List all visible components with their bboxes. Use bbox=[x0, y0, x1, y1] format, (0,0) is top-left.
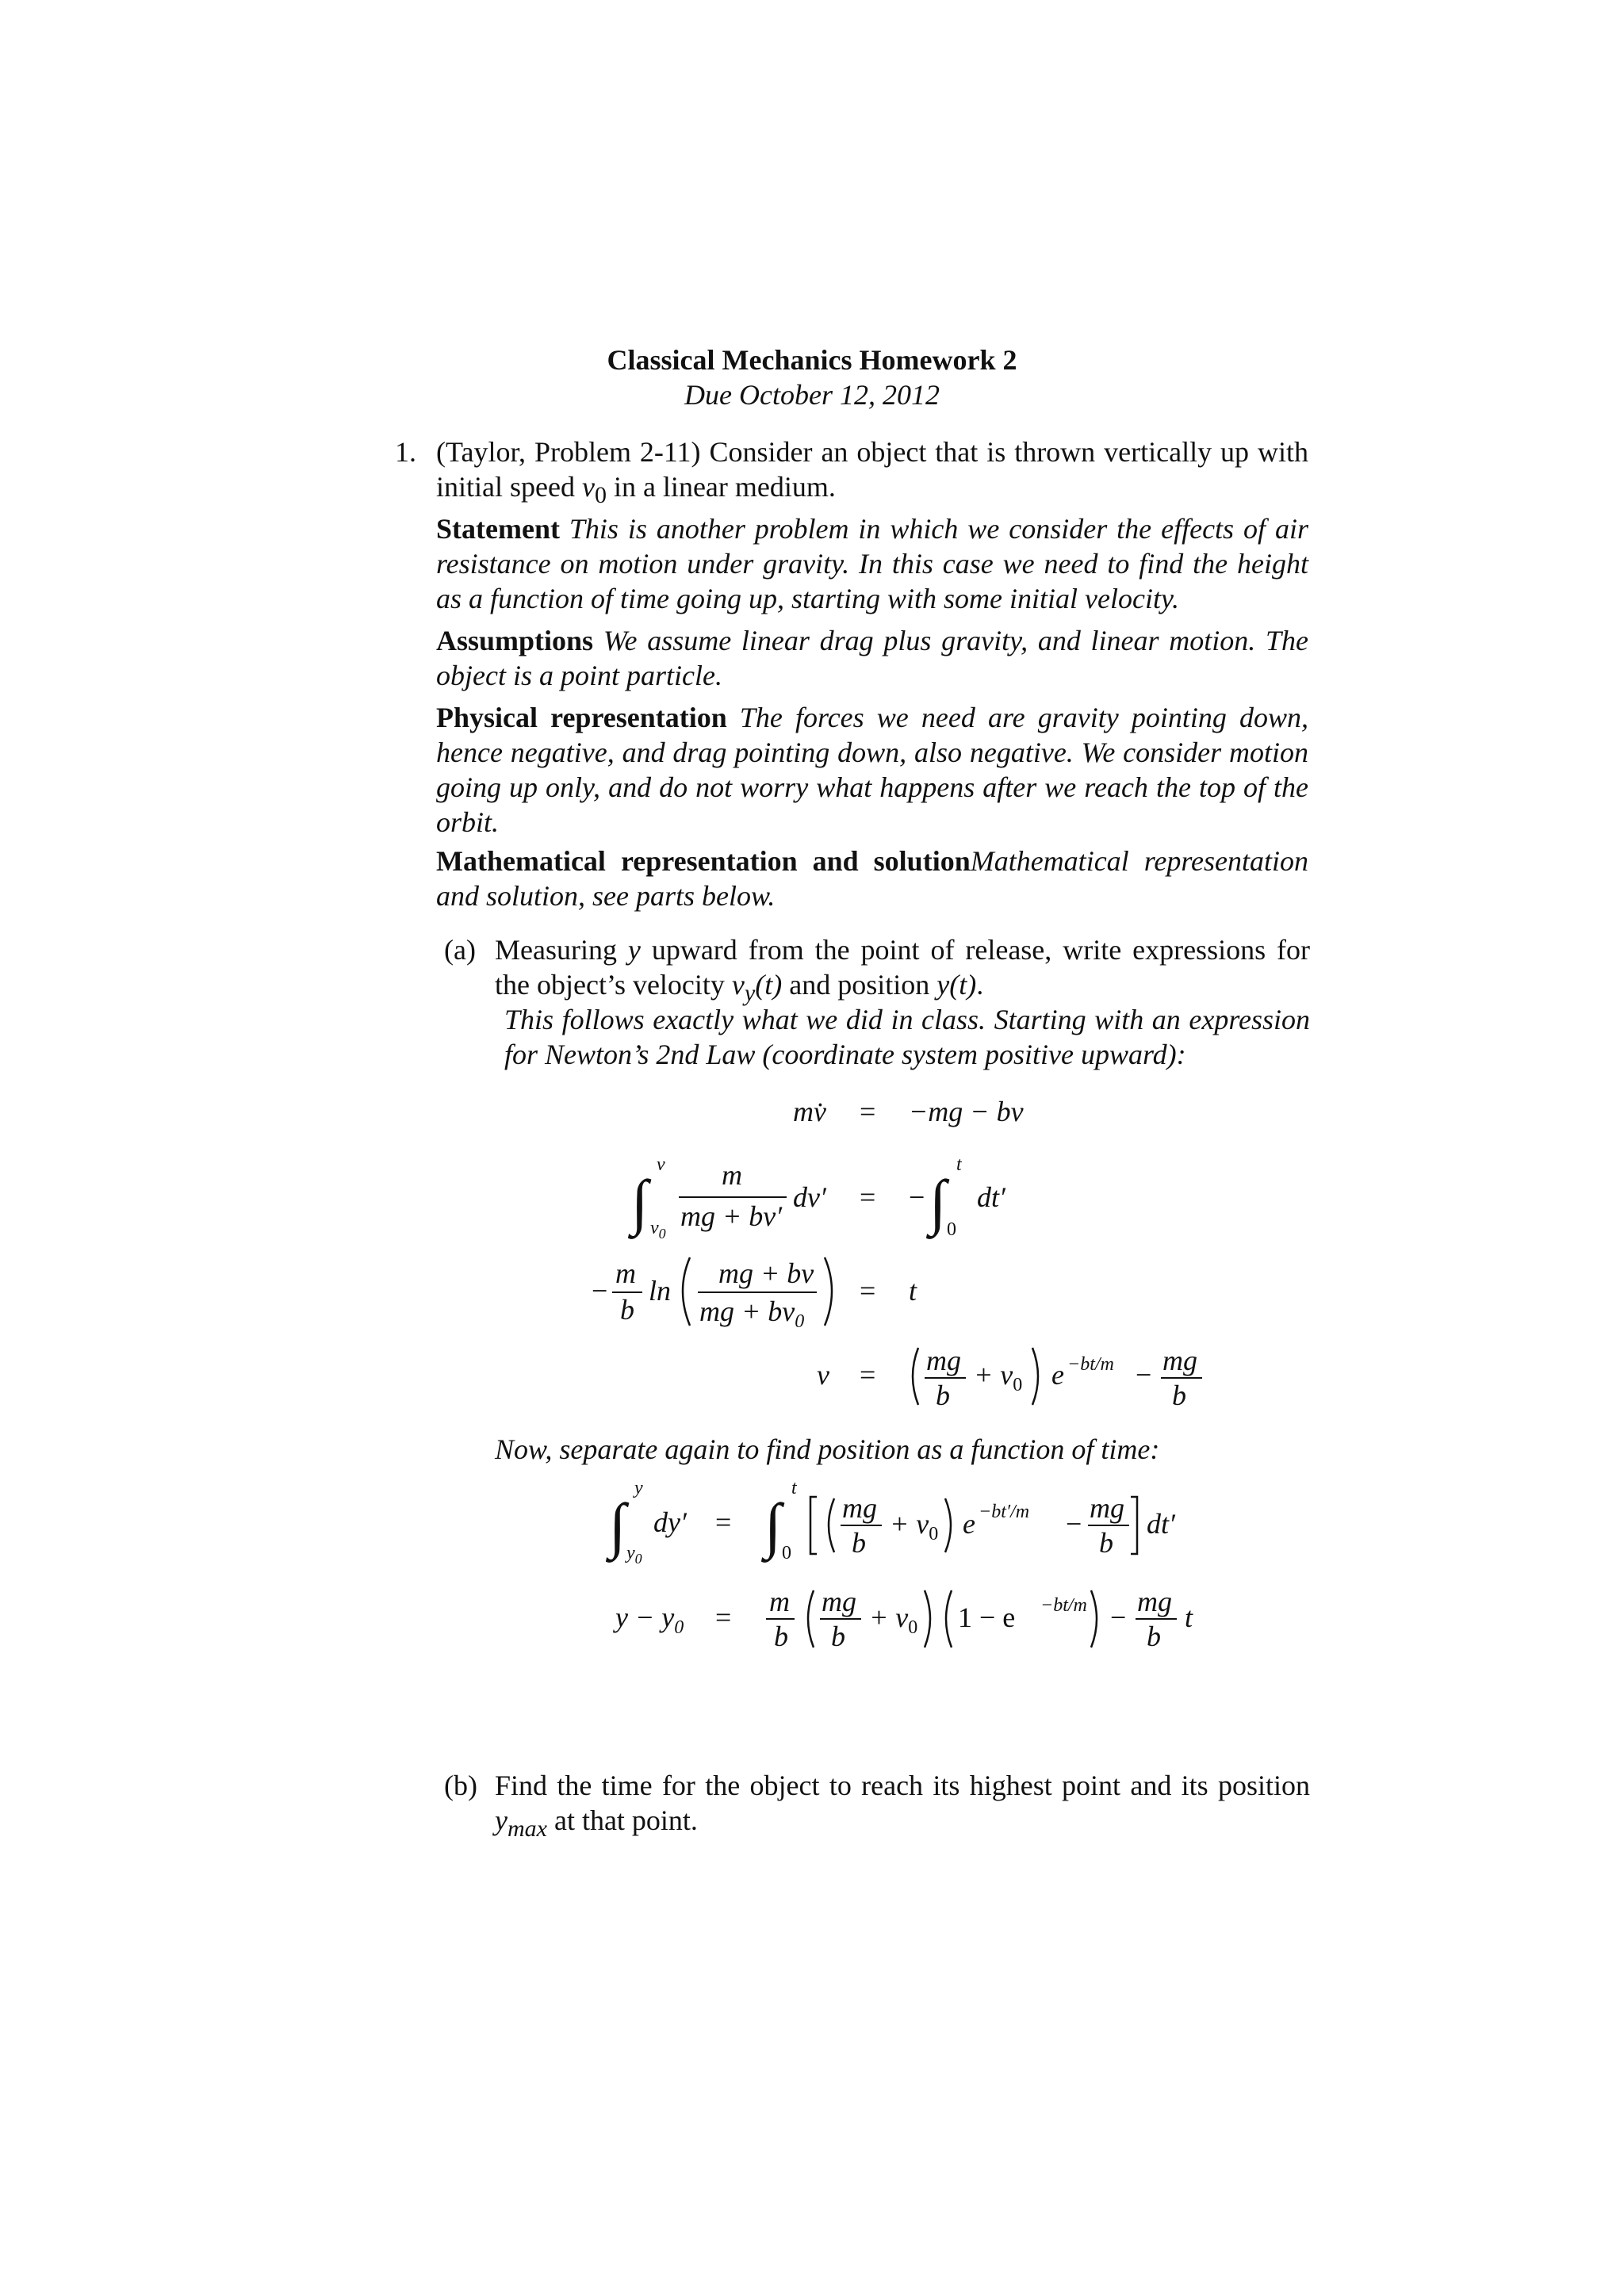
eq5-sign: = bbox=[715, 1506, 732, 1538]
frac-numerator-m: m bbox=[722, 1159, 742, 1191]
eq4-minus: − bbox=[1136, 1359, 1152, 1391]
eq3-rhs: t bbox=[909, 1275, 917, 1307]
part-b-question: Find the time for the object to reach its highest point and its position $y_{max}$ at that point. bbox=[495, 1770, 1310, 1843]
eq6-t: t bbox=[1185, 1601, 1193, 1633]
math-label: Mathematical representation and solution bbox=[436, 845, 971, 877]
eq1-sign: = bbox=[860, 1096, 876, 1127]
assumptions-label: Assumptions bbox=[436, 625, 594, 656]
eq4-b: b bbox=[936, 1380, 950, 1411]
int-lower-v0: $v_0$ bbox=[650, 1218, 666, 1242]
eq5-plus-v0: + $v_0$ bbox=[890, 1508, 939, 1544]
integral-sign-icon: ∫ bbox=[764, 1490, 782, 1559]
dy-prime: dy′ bbox=[653, 1506, 687, 1538]
eq4-exponent: −bt/m bbox=[1067, 1354, 1114, 1375]
eq5-minus: − bbox=[1066, 1508, 1082, 1540]
integral-sign-icon: ∫ bbox=[609, 1490, 626, 1559]
equation-position-integral bbox=[605, 1478, 1176, 1567]
eq5-e: e bbox=[963, 1508, 975, 1540]
statement-paragraph: Statement This is another problem in which we consider the effects of air resistance on motion under gravity. In this case we need to find the height as a function of time going up, starting with some initial velocity. bbox=[436, 513, 1308, 614]
eq3-frac-b: b bbox=[620, 1294, 634, 1326]
eq6-mg: mg bbox=[822, 1586, 856, 1617]
part-b-label: (b) bbox=[444, 1770, 477, 1801]
eq5-b: b bbox=[852, 1527, 866, 1559]
eq5-b-2: b bbox=[1099, 1527, 1113, 1559]
eq6-frac-b: b bbox=[774, 1621, 788, 1652]
eq6-frac-m: m bbox=[769, 1586, 790, 1617]
eq6-plus-v0: + $v_0$ bbox=[869, 1601, 918, 1638]
eq4-sign: = bbox=[860, 1359, 876, 1391]
eq4-plus-v0: + $v_0$ bbox=[974, 1359, 1023, 1395]
int-upper-t: t bbox=[956, 1154, 962, 1175]
eq6-b-2: b bbox=[1147, 1621, 1161, 1652]
eq2-sign: = bbox=[860, 1181, 876, 1213]
int-lower-0: 0 bbox=[947, 1219, 956, 1240]
eq6-one-minus-e: 1 − e bbox=[958, 1601, 1016, 1633]
dt-prime-2: dt′ bbox=[1147, 1508, 1175, 1540]
frac-denominator: mg + bv′ bbox=[680, 1200, 783, 1232]
assumptions-paragraph: Assumptions We assume linear drag plus gravity, and linear motion. The object is a point particle. bbox=[436, 625, 1309, 691]
right-paren-icon bbox=[945, 1498, 951, 1552]
dt-prime: dt′ bbox=[977, 1181, 1005, 1213]
eq1-lhs: mv̇ bbox=[793, 1096, 826, 1127]
right-paren-icon bbox=[1032, 1348, 1038, 1405]
int-upper-t-2: t bbox=[791, 1478, 797, 1498]
eq4-b-2: b bbox=[1172, 1380, 1186, 1411]
left-paren-icon bbox=[808, 1590, 814, 1647]
part-a-label: (a) bbox=[444, 934, 476, 966]
int-lower-0-2: 0 bbox=[782, 1543, 791, 1563]
equation-newton-law bbox=[793, 1096, 1024, 1127]
right-paren-icon bbox=[925, 1590, 930, 1647]
left-paren-icon bbox=[913, 1348, 918, 1405]
physical-label: Physical representation bbox=[436, 702, 727, 733]
integral-sign-icon: ∫ bbox=[929, 1167, 947, 1236]
eq6-sign: = bbox=[715, 1601, 732, 1633]
separation-note: Now, separate again to find position as a function of time: bbox=[495, 1433, 1160, 1465]
right-paren-icon bbox=[825, 1257, 832, 1326]
integral-sign-icon: ∫ bbox=[631, 1167, 649, 1236]
problem-intro: (Taylor, Problem 2-11) Consider an object that is thrown vertically up with initial speed $v_0$ in a linear medium. bbox=[436, 436, 1308, 509]
equation-position-solution bbox=[613, 1586, 1193, 1652]
eq5-mg: mg bbox=[842, 1492, 877, 1524]
dv-prime: dv′ bbox=[793, 1181, 826, 1213]
eq6-b: b bbox=[831, 1621, 845, 1652]
eq4-e: e bbox=[1051, 1359, 1064, 1391]
right-paren-icon bbox=[1091, 1590, 1097, 1647]
left-paren-icon bbox=[829, 1498, 834, 1552]
eq1-rhs: −mg − bv bbox=[909, 1096, 1024, 1127]
equation-separated-integral bbox=[627, 1154, 1006, 1242]
eq4-mg: mg bbox=[926, 1345, 961, 1376]
eq5-mg-2: mg bbox=[1090, 1492, 1124, 1524]
eq4-lhs: v bbox=[817, 1359, 829, 1391]
eq6-minus: − bbox=[1110, 1601, 1127, 1633]
physical-representation-paragraph: Physical representation The forces we need are gravity pointing down, hence negative, and drag pointing down, also negative. We consider motion going up only, and do not worry what happens after we reach the top of the orbit. bbox=[436, 702, 1308, 838]
ln-label: ln bbox=[649, 1275, 672, 1307]
document-title: Classical Mechanics Homework 2 bbox=[607, 344, 1017, 376]
eq3-sign: = bbox=[860, 1275, 876, 1307]
eq6-mg-2: mg bbox=[1137, 1586, 1172, 1617]
int-upper-y: y bbox=[634, 1478, 643, 1498]
eq3-minus: − bbox=[592, 1275, 608, 1307]
statement-label: Statement bbox=[436, 513, 560, 545]
due-date: Due October 12, 2012 bbox=[684, 379, 940, 411]
eq3-frac-m: m bbox=[615, 1257, 636, 1289]
equation-velocity bbox=[817, 1345, 1202, 1411]
eq4-mg-2: mg bbox=[1162, 1345, 1197, 1376]
left-paren-icon bbox=[946, 1590, 952, 1647]
eq2-minus: − bbox=[909, 1181, 925, 1213]
problem-number: 1. bbox=[395, 436, 416, 468]
ln-numerator: mg + bv bbox=[718, 1257, 814, 1289]
part-a-note: This follows exactly what we did in class. Starting with an expression for Newton’s 2nd Law (coordinate system positive upward): bbox=[504, 1004, 1310, 1070]
equation-log-solution bbox=[592, 1257, 917, 1332]
ln-denominator: mg + $bv_0$ bbox=[699, 1295, 805, 1332]
right-bracket-icon bbox=[1131, 1497, 1137, 1554]
left-paren-icon bbox=[683, 1257, 690, 1326]
int-upper-v: v bbox=[657, 1154, 665, 1175]
int-lower-y0: $y_0$ bbox=[626, 1543, 642, 1567]
eq6-exponent: −bt/m bbox=[1040, 1595, 1087, 1616]
eq5-exponent: −bt′/m bbox=[979, 1502, 1030, 1522]
mathematical-representation-paragraph: Mathematical representation and solutionMathematical representation and solution, see parts below. bbox=[436, 845, 1308, 912]
part-a-question: Measuring y upward from the point of release, write expressions for the object’s velocity $v_y(t)$ and position y(t). bbox=[495, 934, 1310, 1007]
eq6-lhs: $y - y_0$ bbox=[615, 1601, 684, 1638]
left-bracket-icon bbox=[810, 1497, 817, 1554]
